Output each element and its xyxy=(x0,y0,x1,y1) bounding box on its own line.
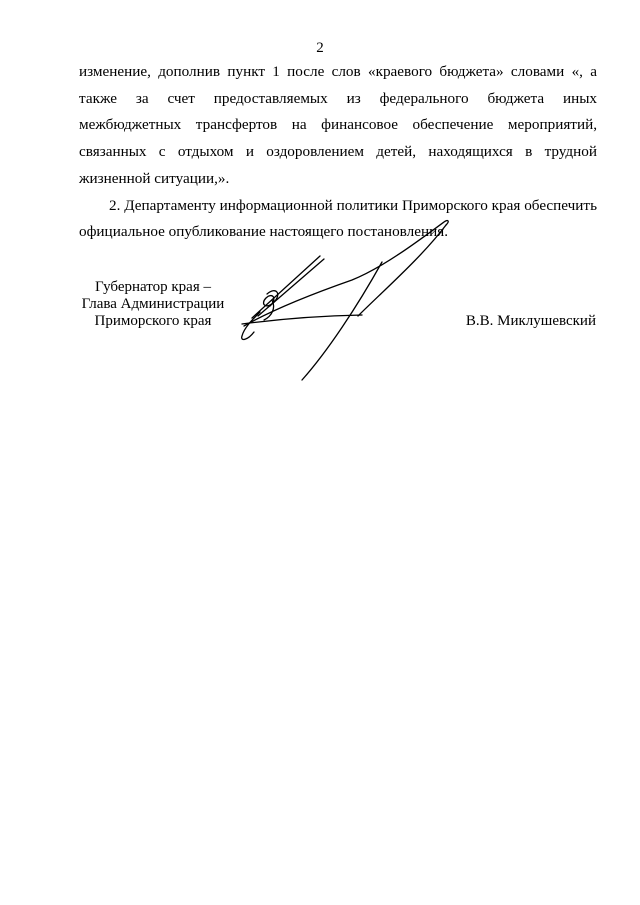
signature-stroke xyxy=(258,259,324,316)
signature-stroke xyxy=(302,262,382,380)
page-number: 2 xyxy=(316,40,324,56)
paragraph-publication: 2. Департаменту информационной политики Приморского края обеспечить официальное опубликование настоящего постановления. xyxy=(79,196,597,241)
signature-stroke xyxy=(244,221,448,326)
signature-stroke xyxy=(264,291,278,306)
signatory-title xyxy=(80,279,226,330)
signatory-title-line: Губернатор края – xyxy=(95,279,211,295)
paragraph-amendment: изменение, дополнив пункт 1 после слов «краевого бюджета» словами «, а также за счет предоставляемых из федерального бюджета иных межбюджетных трансфертов на финансовое обеспечение мероприятий, связанных с отдыхом и оздоровлением детей, находящихся в трудной жизненной ситуации,». xyxy=(79,63,597,187)
signatory-title-line: Глава Администрации xyxy=(81,296,225,312)
signature-stroke xyxy=(242,315,362,324)
signatory-title-line: Приморского края xyxy=(94,313,212,329)
signatory-name: В.В. Миклушевский xyxy=(465,313,596,329)
handwritten-signature xyxy=(232,212,464,384)
signature-stroke xyxy=(252,256,320,318)
